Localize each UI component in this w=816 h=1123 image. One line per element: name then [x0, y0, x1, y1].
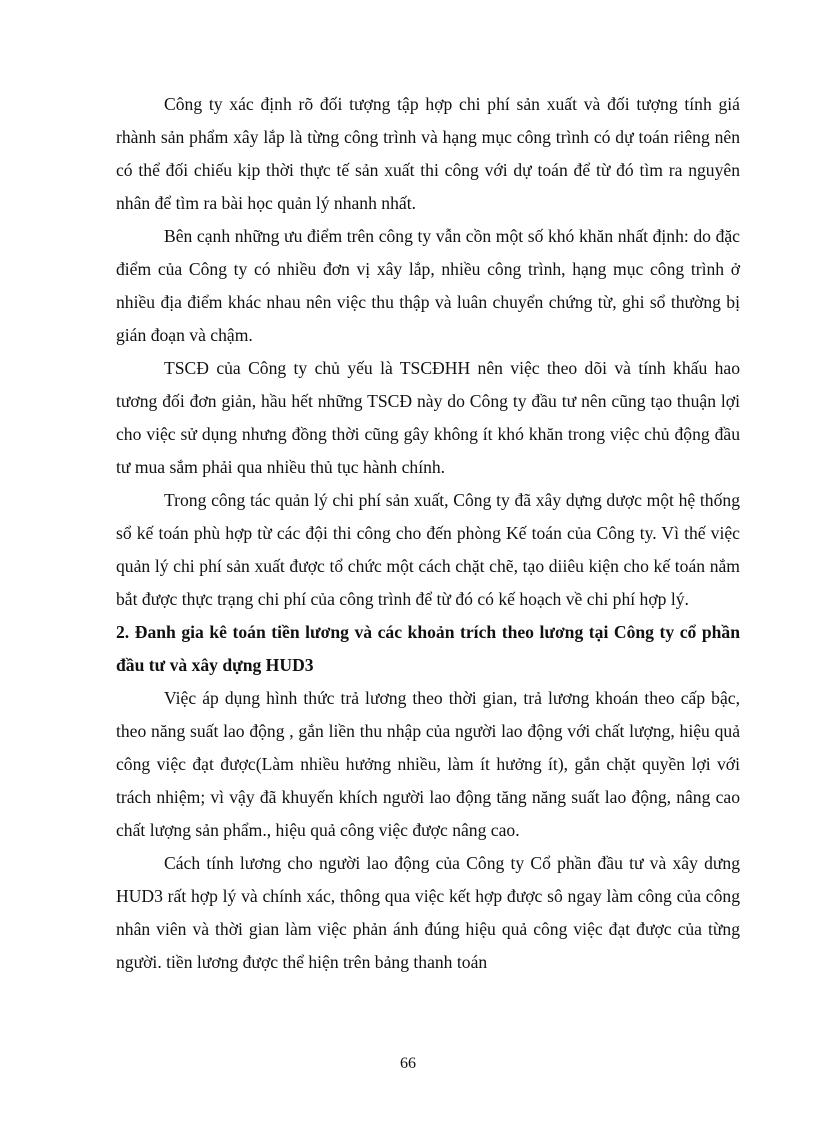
paragraph: Cách tính lương cho người lao động của Công ty Cổ phần đầu tư và xây dưng HUD3 rất hợp lý và chính xác, thông qua việc kết hợp được sô ngay làm công của công nhân viên và thời gian làm việc phản ánh đúng hiệu quả công việc đạt được của từng người. tiền lương được thể hiện trên bảng thanh toán	[116, 853, 740, 972]
page-number: 66	[400, 1055, 416, 1072]
paragraph: Công ty xác định rõ đối tượng tập hợp chi phí sản xuất và đối tượng tính giá rhành sản phẩm xây lắp là từng công trình và hạng mục công trình có dự toán riêng nên có thể đối chiếu kịp thời thực tế sản xuất thi công với dự toán để từ đó tìm ra nguyên nhân để tìm ra bài học quản lý nhanh nhất.	[116, 94, 740, 213]
section-heading: 2. Đanh gia kê toán tiền lương và các khoản trích theo lương tại Công ty cổ phần đầu tư và xây dựng HUD3	[116, 622, 740, 675]
paragraph: TSCĐ của Công ty chủ yếu là TSCĐHH nên việc theo dõi và tính khấu hao tương đối đơn giản, hầu hết những TSCĐ này do Công ty đầu tư nên cũng tạo thuận lợi cho việc sử dụng nhưng đồng thời cũng gây không ít khó khăn trong việc chủ động đầu tư mua sắm phải qua nhiều thủ tục hành chính.	[116, 358, 740, 477]
document-page	[116, 88, 740, 979]
paragraph: Trong công tác quản lý chi phí sản xuất, Công ty đã xây dựng dược một hệ thống sổ kế toán phù hợp từ các đội thi công cho đến phòng Kế toán của Công ty. Vì thế việc quản lý chi phí sản xuất được tổ chức một cách chặt chẽ, tạo diiêu kiện cho kế toán nắm bắt được thực trạng chi phí của công trình để từ đó có kế hoạch về chi phí hợp lý.	[116, 490, 740, 609]
paragraph: Việc áp dụng hình thức trả lương theo thời gian, trả lương khoán theo cấp bậc, theo năng suất lao động , gắn liền thu nhập của người lao động với chất lượng, hiệu quả công việc đạt được(Làm nhiều hưởng nhiều, làm ít hưởng ít), gắn chặt quyền lợi với trách nhiệm; vì vậy đã khuyến khích người lao động tăng năng suất lao động, nâng cao chất lượng sản phẩm., hiệu quả công việc được nâng cao.	[116, 688, 740, 840]
paragraph: Bên cạnh những ưu điểm trên công ty vẫn cồn một số khó khăn nhất định: do đặc điểm của Công ty có nhiều đơn vị xây lắp, nhiều công trình, hạng mục công trình ở nhiều địa điểm khác nhau nên việc thu thập và luân chuyển chứng từ, ghi sổ thường bị gián đoạn và chậm.	[116, 226, 740, 345]
